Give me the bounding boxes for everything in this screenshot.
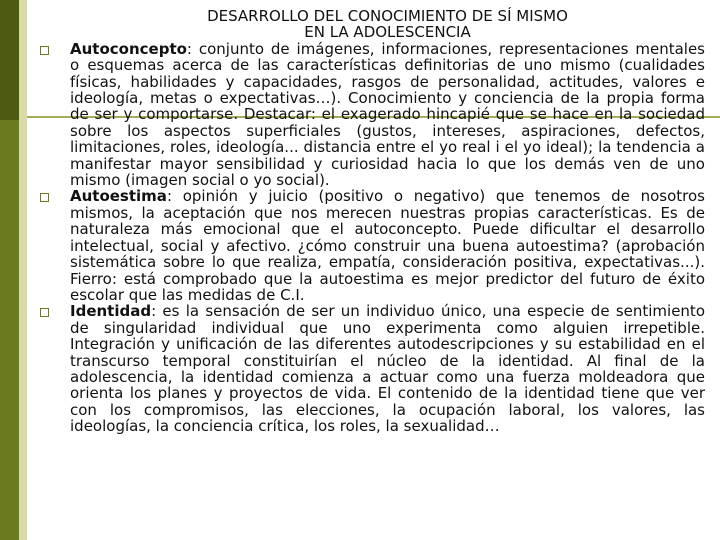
slide-title: [70, 8, 705, 41]
bullet-text: : opinión y juicio (positivo o negativo) que tenemos de nosotros mismos, la aceptación que nos merecen nuestras propias características. Es de naturaleza más emocional que el autoconcepto. Puede dificultar el desarrollo intelectual, social y afectivo. ¿cómo construir una buena autoestima? (aprobación sistemática sobre lo que realiza, empatía, consideración positiva, expectativas...). Fierro: está comprobado que la autoestima es mejor predictor del futuro de éxito escolar que las medidas de C.I.: [70, 187, 705, 304]
bullet-text: : conjunto de imágenes, informaciones, representaciones mentales o esquemas acerca de las características definitorias de uno mismo (cualidades físicas, habilidades y capacidades, rasgos de personalidad, actitudes, valores e ideología, metas o expectativas…). Conocimiento y conciencia de la propia forma de ser y comportarse. Destacar: el exagerado hincapié que se hace en la sociedad sobre los aspectos superficiales (gustos, intereses, aspiraciones, defectos, limitaciones, roles, ideología... distancia entre el yo real i el yo ideal); la tendencia a manifestar mayor sensibilidad y curiosidad hacia lo que los demás ven de uno mismo (imagen social o yo social).: [70, 39, 705, 190]
bullet-autoconcepto: [40, 41, 705, 189]
bullet-text: : es la sensación de ser un individuo único, una especie de sentimiento de singularidad individual que uno experimenta como alguien irrepetible. Integración y unificación de las diferentes autodescripciones y su estabilidad en el transcurso temporal constituirían el núcleo de la identidad. Al final de la adolescencia, la identidad comienza a actuar como una fuerza moldeadora que orienta los planes y proyectos de vida. El contenido de la identidad tiene que ver con los compromisos, las elecciones, la ocupación laboral, los valores, las ideologías, la conciencia crítica, los roles, la sexualidad…: [70, 302, 705, 436]
square-bullet-icon: [40, 46, 49, 55]
slide-title-line-2: EN LA ADOLESCENCIA: [304, 23, 471, 42]
bullet-term: Autoconcepto: [70, 39, 187, 58]
slide-title-line-1: DESARROLLO DEL CONOCIMIENTO DE SÍ MISMO: [207, 7, 568, 25]
slide-content: [40, 8, 705, 435]
bullet-term: Autoestima: [70, 187, 167, 206]
bullet-autoestima: [40, 188, 705, 303]
left-accent-stripe: [19, 0, 27, 540]
square-bullet-icon: [40, 193, 49, 202]
bullet-identidad: [40, 303, 705, 434]
left-accent-bar-top: [0, 0, 19, 120]
square-bullet-icon: [40, 308, 49, 317]
bullet-term: Identidad: [70, 302, 152, 321]
